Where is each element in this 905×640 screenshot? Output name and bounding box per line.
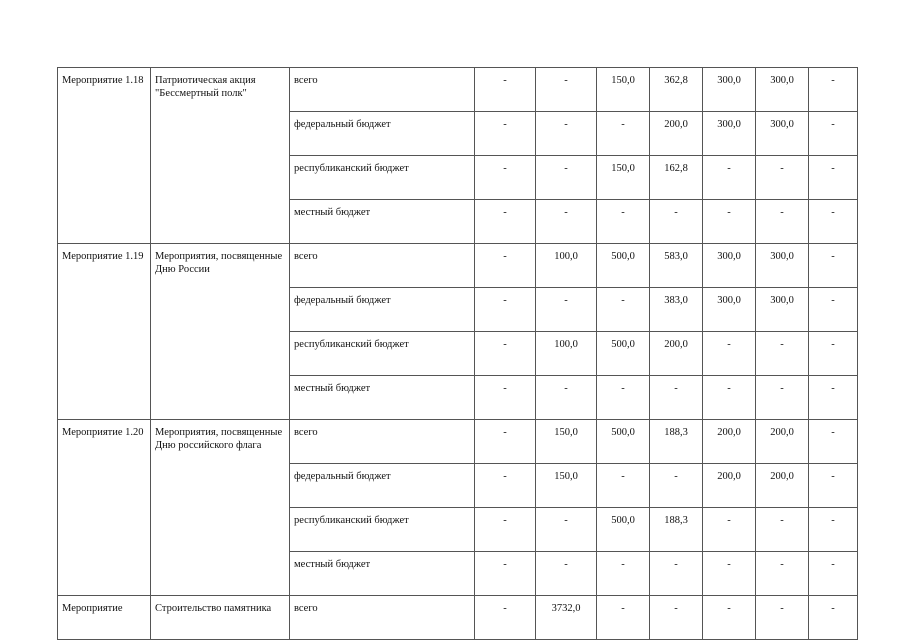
amount-cell: -	[756, 200, 809, 244]
funding-source-cell: всего	[290, 244, 475, 288]
funding-source-cell: федеральный бюджет	[290, 464, 475, 508]
event-title-cell: Патриотическая акция "Бессмертный полк"	[151, 68, 290, 244]
amount-cell: -	[597, 596, 650, 640]
amount-cell: -	[597, 112, 650, 156]
amount-cell: 300,0	[703, 244, 756, 288]
amount-cell: 500,0	[597, 244, 650, 288]
amount-cell: 300,0	[756, 288, 809, 332]
amount-cell: 200,0	[650, 332, 703, 376]
amount-cell: 150,0	[597, 156, 650, 200]
amount-cell: -	[756, 332, 809, 376]
amount-cell: -	[809, 552, 858, 596]
amount-cell: 100,0	[536, 332, 597, 376]
funding-source-cell: республиканский бюджет	[290, 508, 475, 552]
amount-cell: -	[597, 552, 650, 596]
funding-source-cell: всего	[290, 596, 475, 640]
amount-cell: -	[756, 376, 809, 420]
amount-cell: -	[475, 552, 536, 596]
amount-cell: -	[475, 420, 536, 464]
amount-cell: -	[703, 332, 756, 376]
amount-cell: -	[650, 200, 703, 244]
amount-cell: -	[809, 508, 858, 552]
amount-cell: -	[536, 552, 597, 596]
amount-cell: 150,0	[536, 420, 597, 464]
amount-cell: -	[809, 156, 858, 200]
amount-cell: -	[536, 68, 597, 112]
amount-cell: 500,0	[597, 332, 650, 376]
amount-cell: -	[809, 244, 858, 288]
amount-cell: -	[703, 376, 756, 420]
amount-cell: -	[536, 288, 597, 332]
amount-cell: -	[809, 288, 858, 332]
amount-cell: -	[650, 464, 703, 508]
amount-cell: -	[756, 596, 809, 640]
event-number-cell: Мероприятие 1.18	[58, 68, 151, 244]
amount-cell: 500,0	[597, 508, 650, 552]
amount-cell: -	[536, 376, 597, 420]
amount-cell: -	[536, 508, 597, 552]
funding-source-cell: всего	[290, 420, 475, 464]
amount-cell: 150,0	[597, 68, 650, 112]
amount-cell: 300,0	[756, 244, 809, 288]
amount-cell: -	[703, 156, 756, 200]
amount-cell: -	[703, 596, 756, 640]
amount-cell: -	[536, 112, 597, 156]
amount-cell: -	[475, 200, 536, 244]
amount-cell: 188,3	[650, 420, 703, 464]
event-title-cell: Мероприятия, посвященные Дню российского флага	[151, 420, 290, 596]
event-title-cell: Строительство памятника	[151, 596, 290, 640]
table-row	[58, 420, 858, 464]
amount-cell: -	[475, 68, 536, 112]
amount-cell: 500,0	[597, 420, 650, 464]
amount-cell: 150,0	[536, 464, 597, 508]
amount-cell: -	[703, 552, 756, 596]
amount-cell: -	[756, 508, 809, 552]
event-number-cell: Мероприятие 1.20	[58, 420, 151, 596]
amount-cell: -	[756, 552, 809, 596]
amount-cell: 3732,0	[536, 596, 597, 640]
amount-cell: 362,8	[650, 68, 703, 112]
amount-cell: 383,0	[650, 288, 703, 332]
event-title-cell: Мероприятия, посвященные Дню России	[151, 244, 290, 420]
amount-cell: -	[536, 200, 597, 244]
amount-cell: -	[809, 68, 858, 112]
funding-source-cell: всего	[290, 68, 475, 112]
amount-cell: 100,0	[536, 244, 597, 288]
amount-cell: -	[809, 376, 858, 420]
amount-cell: 200,0	[703, 464, 756, 508]
amount-cell: -	[475, 156, 536, 200]
amount-cell: 300,0	[756, 68, 809, 112]
funding-source-cell: республиканский бюджет	[290, 332, 475, 376]
amount-cell: 300,0	[703, 288, 756, 332]
table-row	[58, 68, 858, 112]
amount-cell: 300,0	[756, 112, 809, 156]
amount-cell: -	[475, 376, 536, 420]
funding-source-cell: республиканский бюджет	[290, 156, 475, 200]
funding-source-cell: федеральный бюджет	[290, 112, 475, 156]
amount-cell: -	[650, 596, 703, 640]
amount-cell: -	[597, 464, 650, 508]
budget-table	[57, 67, 858, 640]
amount-cell: 200,0	[703, 420, 756, 464]
amount-cell: -	[756, 156, 809, 200]
amount-cell: 200,0	[756, 420, 809, 464]
amount-cell: -	[475, 596, 536, 640]
amount-cell: -	[597, 288, 650, 332]
table-body	[58, 68, 858, 640]
amount-cell: -	[597, 200, 650, 244]
amount-cell: -	[809, 420, 858, 464]
amount-cell: -	[475, 332, 536, 376]
amount-cell: 200,0	[756, 464, 809, 508]
amount-cell: -	[650, 376, 703, 420]
amount-cell: 583,0	[650, 244, 703, 288]
amount-cell: 200,0	[650, 112, 703, 156]
amount-cell: -	[809, 332, 858, 376]
amount-cell: -	[475, 508, 536, 552]
table-row	[58, 244, 858, 288]
amount-cell: -	[597, 376, 650, 420]
event-number-cell: Мероприятие	[58, 596, 151, 640]
amount-cell: -	[650, 552, 703, 596]
amount-cell: -	[809, 200, 858, 244]
amount-cell: -	[475, 464, 536, 508]
funding-source-cell: местный бюджет	[290, 552, 475, 596]
funding-source-cell: федеральный бюджет	[290, 288, 475, 332]
funding-source-cell: местный бюджет	[290, 200, 475, 244]
amount-cell: -	[703, 200, 756, 244]
amount-cell: -	[475, 244, 536, 288]
amount-cell: -	[809, 464, 858, 508]
funding-source-cell: местный бюджет	[290, 376, 475, 420]
table-row	[58, 596, 858, 640]
amount-cell: -	[475, 112, 536, 156]
amount-cell: -	[809, 596, 858, 640]
amount-cell: -	[809, 112, 858, 156]
amount-cell: 162,8	[650, 156, 703, 200]
event-number-cell: Мероприятие 1.19	[58, 244, 151, 420]
amount-cell: 300,0	[703, 68, 756, 112]
amount-cell: -	[475, 288, 536, 332]
amount-cell: 300,0	[703, 112, 756, 156]
amount-cell: 188,3	[650, 508, 703, 552]
amount-cell: -	[536, 156, 597, 200]
amount-cell: -	[703, 508, 756, 552]
